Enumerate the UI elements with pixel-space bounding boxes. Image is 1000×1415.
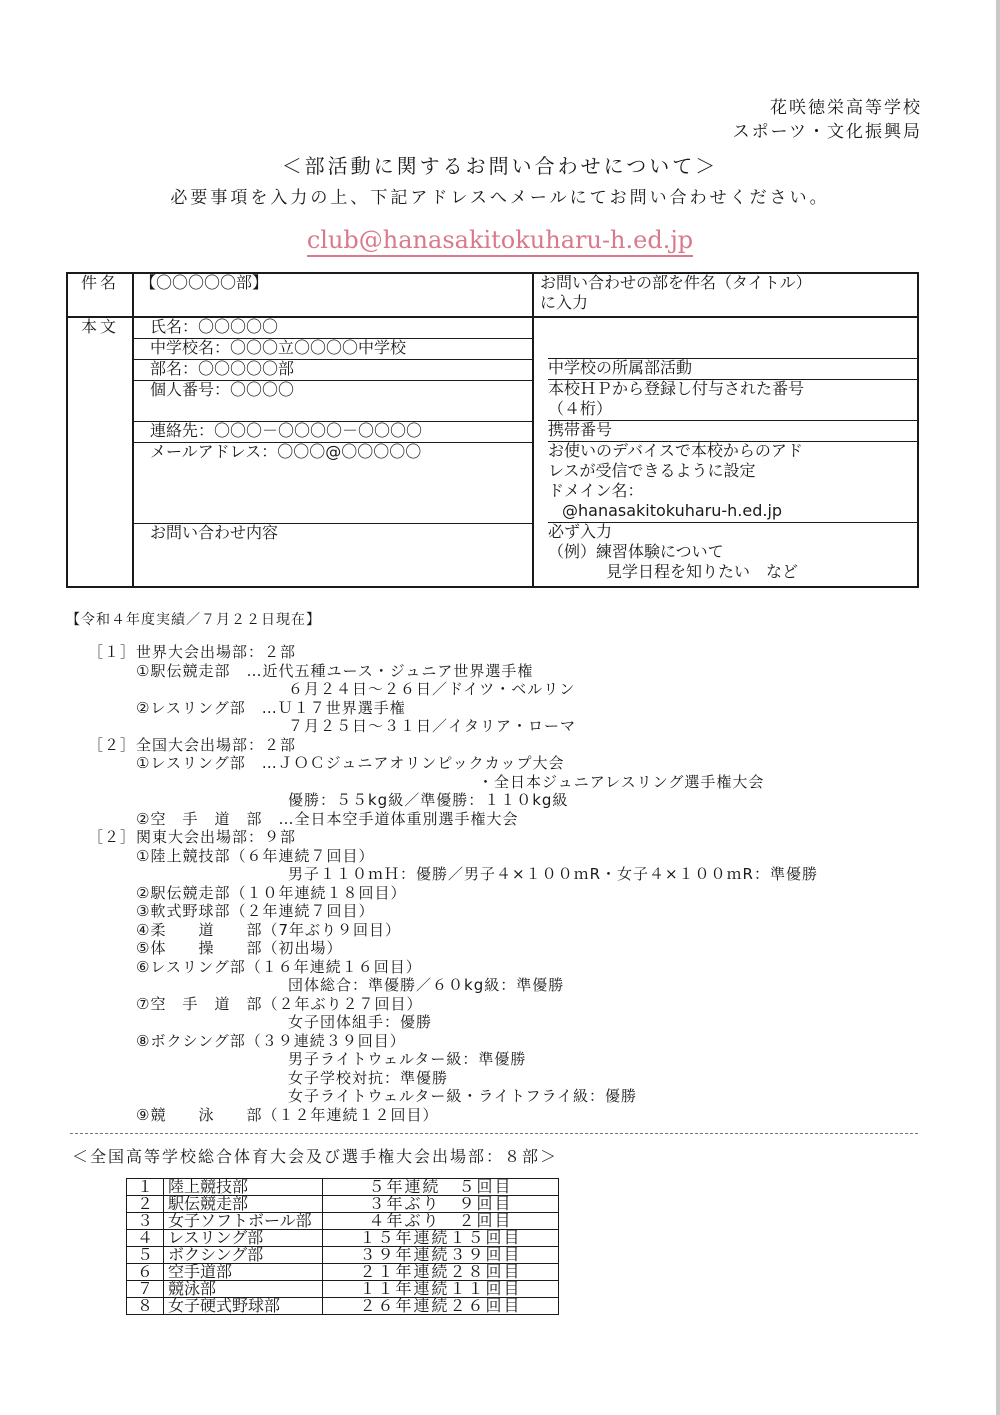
performance-heading: 【令和４年度実績／７月２２日現在】 bbox=[66, 612, 321, 628]
field-contact: 連絡先：〇〇〇－〇〇〇〇－〇〇〇〇 bbox=[134, 422, 532, 443]
body-notes bbox=[533, 317, 918, 587]
table-cell-club: 女子ソフトボール部 bbox=[164, 1213, 323, 1230]
table-cell-club: 競泳部 bbox=[164, 1281, 323, 1298]
table-cell-record: ５年連続 ５回目 bbox=[323, 1179, 559, 1196]
achievement-line: 女子団体組手：優勝 bbox=[288, 1013, 433, 1031]
scan-edge bbox=[996, 0, 1000, 1415]
table-row bbox=[127, 1213, 559, 1230]
mail-note: お使いのデバイスで本校からのアド レスが受信できるように設定 ドメイン名： @hanasakitokuharu-h.ed.jp bbox=[548, 442, 917, 523]
page-title: ＜部活動に関するお問い合わせについて＞ bbox=[281, 154, 719, 178]
table-row bbox=[127, 1196, 559, 1213]
table-cell-record: ２１年連続２８回目 bbox=[323, 1264, 559, 1281]
table-row bbox=[127, 1247, 559, 1264]
achievement-line: 優勝：５５kg級／準優勝：１１０kg級 bbox=[288, 791, 569, 809]
inquiry-form-table bbox=[66, 272, 919, 588]
table-cell-num: ４ bbox=[127, 1230, 164, 1247]
table-cell-record: ３年ぶり ９回目 bbox=[323, 1196, 559, 1213]
table-row bbox=[127, 1264, 559, 1281]
body-fields bbox=[133, 317, 533, 587]
body-row bbox=[67, 317, 918, 587]
achievement-line: ⑥レスリング部（１６年連続１６回目） bbox=[136, 957, 422, 976]
inquiry-note: 必ず入力 （例）練習体験について 見学日程を知りたい など bbox=[548, 522, 799, 581]
achievement-line: ③軟式野球部（２年連続７回目） bbox=[136, 902, 375, 920]
table-row bbox=[127, 1298, 559, 1315]
table-cell-club: 駅伝競走部 bbox=[164, 1196, 323, 1213]
achievement-line: ［１］世界大会出場部：２部 bbox=[88, 643, 297, 661]
achievement-line: ［２］関東大会出場部：９部 bbox=[88, 828, 297, 846]
table-row bbox=[127, 1230, 559, 1247]
table-cell-num: ６ bbox=[127, 1264, 164, 1281]
achievement-line: ④柔 道 部（7年ぶり９回目） bbox=[136, 920, 401, 939]
table-cell-club: 空手道部 bbox=[164, 1264, 323, 1281]
table-cell-num: ７ bbox=[127, 1281, 164, 1298]
table-cell-num: １ bbox=[127, 1179, 164, 1196]
subject-value: 【〇〇〇〇〇部】 bbox=[133, 273, 533, 317]
achievement-line: ６月２４日～２６日／ドイツ・ベルリン bbox=[288, 680, 576, 698]
achievement-line: ①駅伝競走部 …近代五種ユース・ジュニア世界選手権 bbox=[136, 661, 534, 680]
table-cell-num: ３ bbox=[127, 1213, 164, 1230]
achievement-line: ②レスリング部 …Ｕ１７世界選手権 bbox=[136, 698, 406, 717]
field-name: 氏名：〇〇〇〇〇 bbox=[134, 318, 532, 339]
email-link[interactable]: club@hanasakitokuharu-h.ed.jp bbox=[307, 226, 693, 257]
field-id: 個人番号：〇〇〇〇 bbox=[134, 381, 532, 422]
table-cell-record: １５年連続１５回目 bbox=[323, 1230, 559, 1247]
table-cell-num: ２ bbox=[127, 1196, 164, 1213]
achievements-list bbox=[88, 643, 818, 1124]
national-meet-table bbox=[126, 1178, 559, 1315]
table-cell-record: ３９年連続３９回目 bbox=[323, 1247, 559, 1264]
achievement-line: 男子ライトウェルター級：準優勝 bbox=[288, 1050, 527, 1068]
subject-row bbox=[67, 273, 918, 317]
table-cell-record: １１年連続１１回目 bbox=[323, 1281, 559, 1298]
table-cell-club: レスリング部 bbox=[164, 1230, 323, 1247]
page-subtitle: 必要事項を入力の上、下記アドレスへメールにてお問い合わせください。 bbox=[170, 188, 830, 208]
table-cell-num: ５ bbox=[127, 1247, 164, 1264]
table-cell-num: ８ bbox=[127, 1298, 164, 1315]
achievement-line: 女子ライトウェルター級・ライトフライ級：優勝 bbox=[288, 1087, 638, 1105]
field-mail: メールアドレス：〇〇〇@〇〇〇〇〇 bbox=[134, 443, 532, 524]
table-cell-club: 陸上競技部 bbox=[164, 1179, 323, 1196]
school-name: 花咲徳栄高等学校 bbox=[770, 98, 922, 118]
achievement-line: ⑦空 手 道 部（２年ぶり２７回目） bbox=[136, 994, 423, 1013]
subject-note: お問い合わせの部を件名（タイトル） に入力 bbox=[533, 273, 918, 317]
table-cell-record: ４年ぶり ２回目 bbox=[323, 1213, 559, 1230]
achievement-line: ①陸上競技部（６年連続７回目） bbox=[136, 846, 375, 865]
achievement-line: ⑤体 操 部（初出場） bbox=[136, 939, 343, 957]
subject-label: 件名 bbox=[67, 273, 133, 317]
contact-note: 携帯番号 bbox=[548, 421, 917, 442]
table-cell-club: ボクシング部 bbox=[164, 1247, 323, 1264]
table-cell-club: 女子硬式野球部 bbox=[164, 1298, 323, 1315]
achievement-line: ・全日本ジュニアレスリング選手権大会 bbox=[478, 772, 765, 791]
achievement-line: 男子１１０ｍＨ：優勝／男子４×１００ｍR・女子４×１００ｍR：準優勝 bbox=[288, 865, 818, 883]
achievement-line: ⑧ボクシング部（３９連続３９回目） bbox=[136, 1031, 406, 1050]
dashed-divider bbox=[70, 1133, 918, 1134]
field-inquiry: お問い合わせ内容 bbox=[150, 523, 279, 542]
achievement-line: 団体総合：準優勝／６０kg級：準優勝 bbox=[288, 976, 565, 994]
achievement-line: ７月２５日～３１日／イタリア・ローマ bbox=[288, 717, 577, 735]
table-row bbox=[127, 1179, 559, 1196]
club-note: 中学校の所属部活動 bbox=[548, 359, 917, 380]
achievement-line: ②駅伝競走部（１０年連続１８回目） bbox=[136, 883, 407, 902]
table-row bbox=[127, 1281, 559, 1298]
email-address bbox=[0, 226, 1000, 254]
achievement-line: ⑨競 泳 部（１２年連続１２回目） bbox=[136, 1105, 439, 1124]
field-school: 中学校名：〇〇〇立〇〇〇〇中学校 bbox=[134, 339, 532, 360]
national-heading: ＜全国高等学校総合体育大会及び選手権大会出場部：８部＞ bbox=[72, 1147, 559, 1166]
body-label: 本文 bbox=[67, 317, 133, 587]
issuer-block bbox=[733, 96, 922, 144]
achievement-line: ②空 手 道 部 …全日本空手道体重別選手権大会 bbox=[136, 809, 519, 828]
achievement-line: ①レスリング部 …ＪＯＣジュニアオリンピックカップ大会 bbox=[136, 754, 565, 772]
id-note: 本校ＨＰから登録し付与された番号 （４桁） bbox=[548, 380, 917, 421]
achievement-line: 女子学校対抗：準優勝 bbox=[288, 1068, 449, 1087]
achievement-line: ［２］全国大会出場部：２部 bbox=[88, 735, 297, 754]
field-club: 部名：〇〇〇〇〇部 bbox=[134, 360, 532, 381]
table-cell-record: ２６年連続２６回目 bbox=[323, 1298, 559, 1315]
office-name: スポーツ・文化振興局 bbox=[732, 122, 922, 142]
